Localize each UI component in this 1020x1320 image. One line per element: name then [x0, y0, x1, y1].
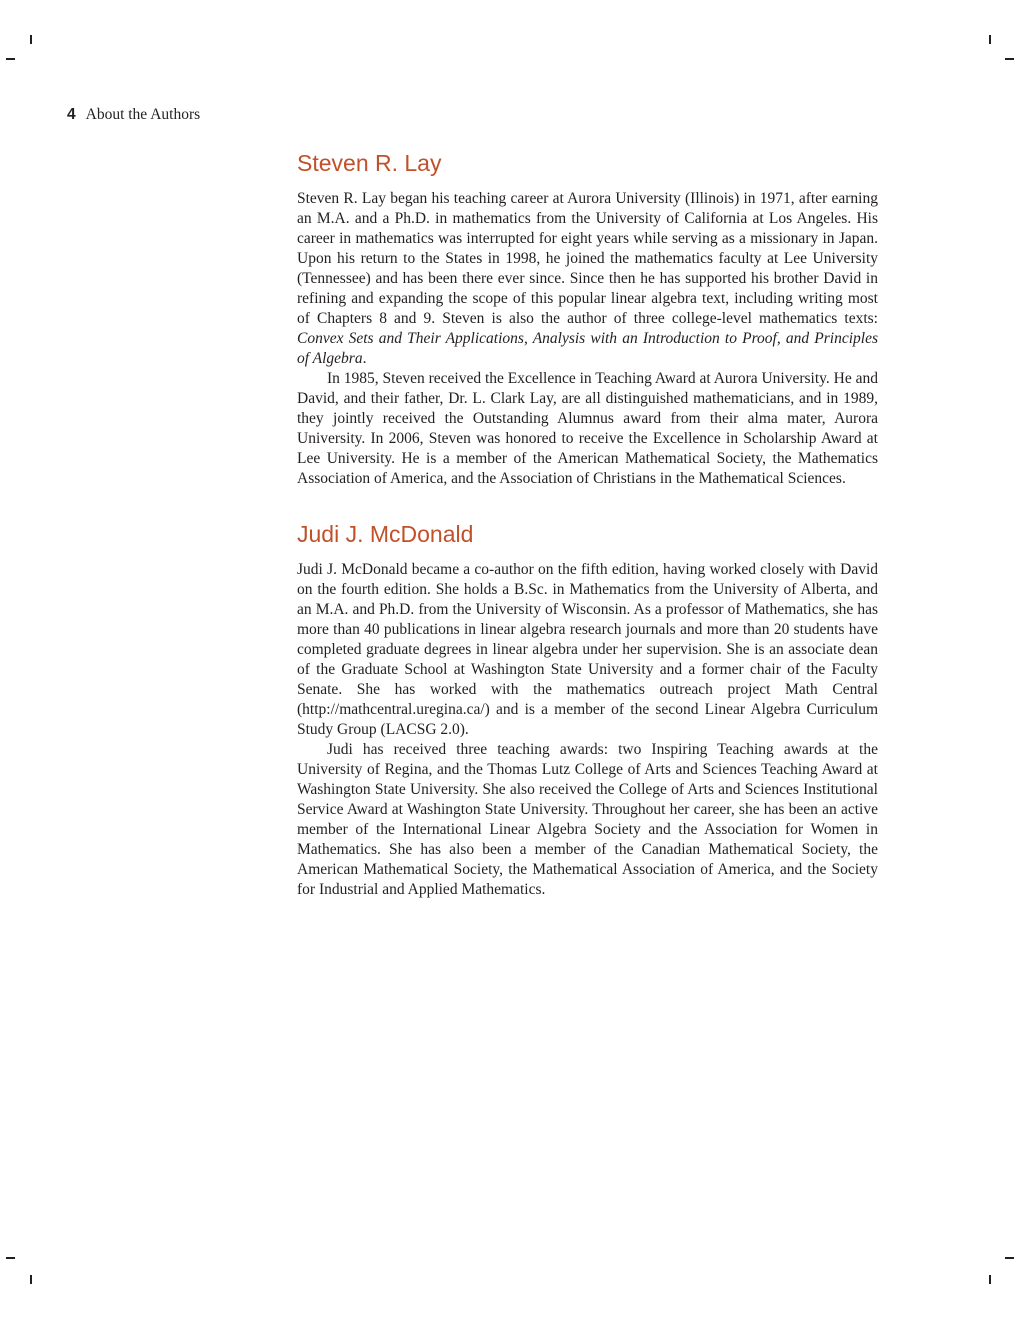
book-titles: Convex Sets and Their Applications, Analysis with an Introduction to Proof, and Principles of Algebra [297, 330, 878, 367]
crop-mark-top-right [989, 35, 991, 44]
crop-mark-bottom-left [30, 1275, 32, 1284]
paragraph-text: Steven R. Lay began his teaching career at Aurora University (Illinois) in 1971, after earning an M.A. and a Ph.D. in mathematics from the University of California at Los Angeles. His career in mathematics was interrupted for eight years while serving as a missionary in Japan. Upon his return to the States in 1998, he joined the mathematics faculty at Lee University (Tennessee) and has been there ever since. Since then he has supported his brother David in refining and expanding the scope of this popular linear algebra text, including writing most of Chapters 8 and 9. Steven is also the author of three college-level mathematics texts: [297, 190, 878, 327]
section-heading: Steven R. Lay [297, 150, 442, 176]
page-number: 4 [67, 106, 76, 123]
paragraph: Judi has received three teaching awards: two Inspiring Teaching awards at the University of Regina, and the Thomas Lutz College of Arts and Sciences Teaching Award at Washington State University. She also received the College of Arts and Sciences Institutional Service Award at Washington State University. Throughout her career, she has been an active member of the International Linear Algebra Society and the Association for Women in Mathematics. She has also been a member of the Canadian Mathematical Society, the American Mathematical Society, the Mathematical Association of America, and the Society for Industrial and Applied Mathematics. [297, 741, 878, 898]
main-content [297, 145, 878, 900]
crop-mark-top-right [1005, 58, 1014, 60]
crop-mark-bottom-right [1005, 1257, 1014, 1259]
author-section-judi-mcdonald [297, 516, 878, 900]
paragraph: In 1985, Steven received the Excellence in Teaching Award at Aurora University. He and David, and their father, Dr. L. Clark Lay, are all distinguished mathematicians, and in 1989, they jointly received the Outstanding Alumnus award from their alma mater, Aurora University. In 2006, Steven was honored to receive the Excellence in Scholarship Award at Lee University. He is a member of the American Mathematical Society, the Mathematics Association of America, and the Association of Christians in the Mathematical Sciences. [297, 370, 878, 487]
running-title: About the Authors [85, 106, 201, 123]
section-heading: Judi J. McDonald [297, 521, 474, 547]
crop-mark-bottom-left [6, 1257, 15, 1259]
paragraph [297, 189, 878, 369]
crop-mark-top-left [6, 58, 15, 60]
running-head [67, 105, 200, 125]
paragraph-end: . [362, 350, 367, 367]
paragraph: Judi J. McDonald became a co-author on the fifth edition, having worked closely with David on the fourth edition. She holds a B.Sc. in Mathematics from the University of Alberta, and an M.A. and Ph.D. from the University of Wisconsin. As a professor of Mathematics, she has more than 40 publications in linear algebra research journals and more than 20 students have completed graduate degrees in linear algebra under her supervision. She is an associate dean of the Graduate School at Washington State University and a former chair of the Faculty Senate. She has worked with the mathematics outreach project Math Central (http://mathcentral.uregina.ca/) and is a member of the second Linear Algebra Curriculum Study Group (LACSG 2.0). [297, 561, 878, 738]
author-section-steven-lay [297, 145, 878, 489]
crop-mark-bottom-right [989, 1275, 991, 1284]
crop-mark-top-left [30, 35, 32, 44]
